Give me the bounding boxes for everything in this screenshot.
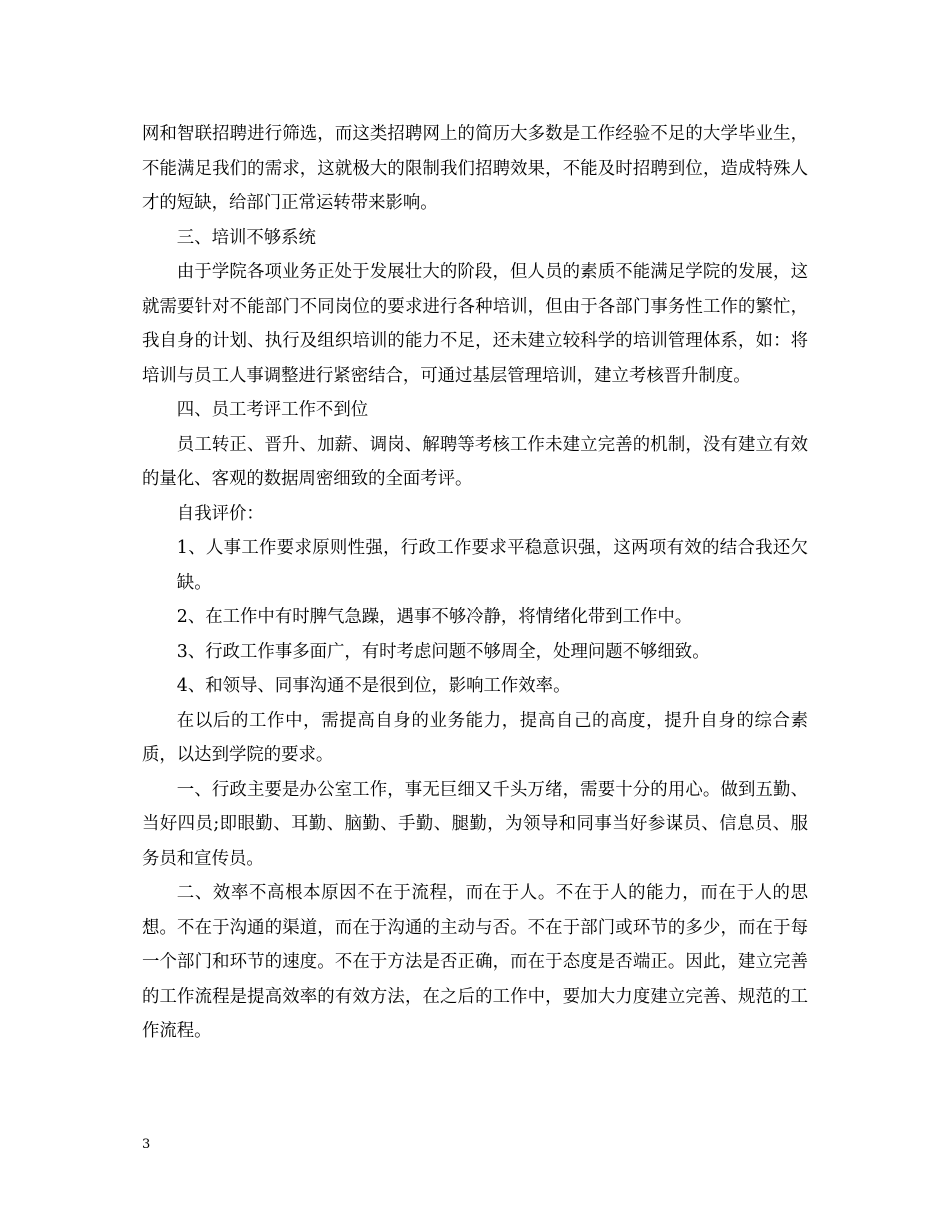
paragraph-training: 由于学院各项业务正处于发展壮大的阶段，但人员的素质不能满足学院的发展，这就需要针对不能部门不同岗位的要求进行各种培训，但由于各部门事务性工作的繁忙，我自身的计划、执行及组织培训的能力不足，还未建立较科学的培训管理体系，如：将培训与员工人事调整进行紧密结合，可通过基层管理培训，建立考核晋升制度。 (142, 262, 808, 386)
section-heading-self-assessment: 自我评价： (176, 503, 264, 524)
list-item: 2、在工作中有时脾气急躁，遇事不够冷静，将情绪化带到工作中。 (176, 607, 693, 627)
list-item: 1、人事工作要求原则性强，行政工作要求平稳意识强，这两项有效的结合我还欠缺。 (176, 538, 808, 593)
page-number: 3 (142, 1137, 151, 1152)
paragraph-continuation: 网和智联招聘进行筛选，而这类招聘网上的简历大多数是工作经验不足的大学毕业生，不能满足我们的需求，这就极大的限制我们招聘效果，不能及时招聘到位，造成特殊人才的短缺，给部门正常运转带来影响。 (142, 124, 808, 213)
paragraph-future-work: 在以后的工作中，需提高自身的业务能力，提高自己的高度，提升自身的综合素质，以达到学院的要求。 (142, 710, 808, 765)
paragraph-efficiency: 二、效率不高根本原因不在于流程，而在于人。不在于人的能力，而在于人的思想。不在于沟通的渠道，而在于沟通的主动与否。不在于部门或环节的多少，而在于每一个部门和环节的速度。不在于方法是否正确，而在于态度是否端正。因此，建立完善的工作流程是提高效率的有效方法，在之后的工作中，要加大力度建立完善、规范的工作流程。 (142, 883, 808, 1041)
paragraph-administration: 一、行政主要是办公室工作，事无巨细又千头万绪，需要十分的用心。做到五勤、当好四员;即眼勤、耳勤、脑勤、手勤、腿勤，为领导和同事当好参谋员、信息员、服务员和宣传员。 (142, 779, 808, 869)
document-body (142, 117, 808, 1049)
section-heading-evaluation: 四、员工考评工作不到位 (176, 400, 369, 420)
list-item: 3、行政工作事多面广，有时考虑问题不够周全，处理问题不够细致。 (176, 641, 710, 662)
list-item: 4、和领导、同事沟通不是很到位，影响工作效率。 (176, 676, 571, 696)
section-heading-training: 三、培训不够系统 (176, 227, 316, 248)
paragraph-evaluation: 员工转正、晋升、加薪、调岗、解聘等考核工作未建立完善的机制，没有建立有效的量化、客观的数据周密细致的全面考评。 (142, 434, 808, 489)
